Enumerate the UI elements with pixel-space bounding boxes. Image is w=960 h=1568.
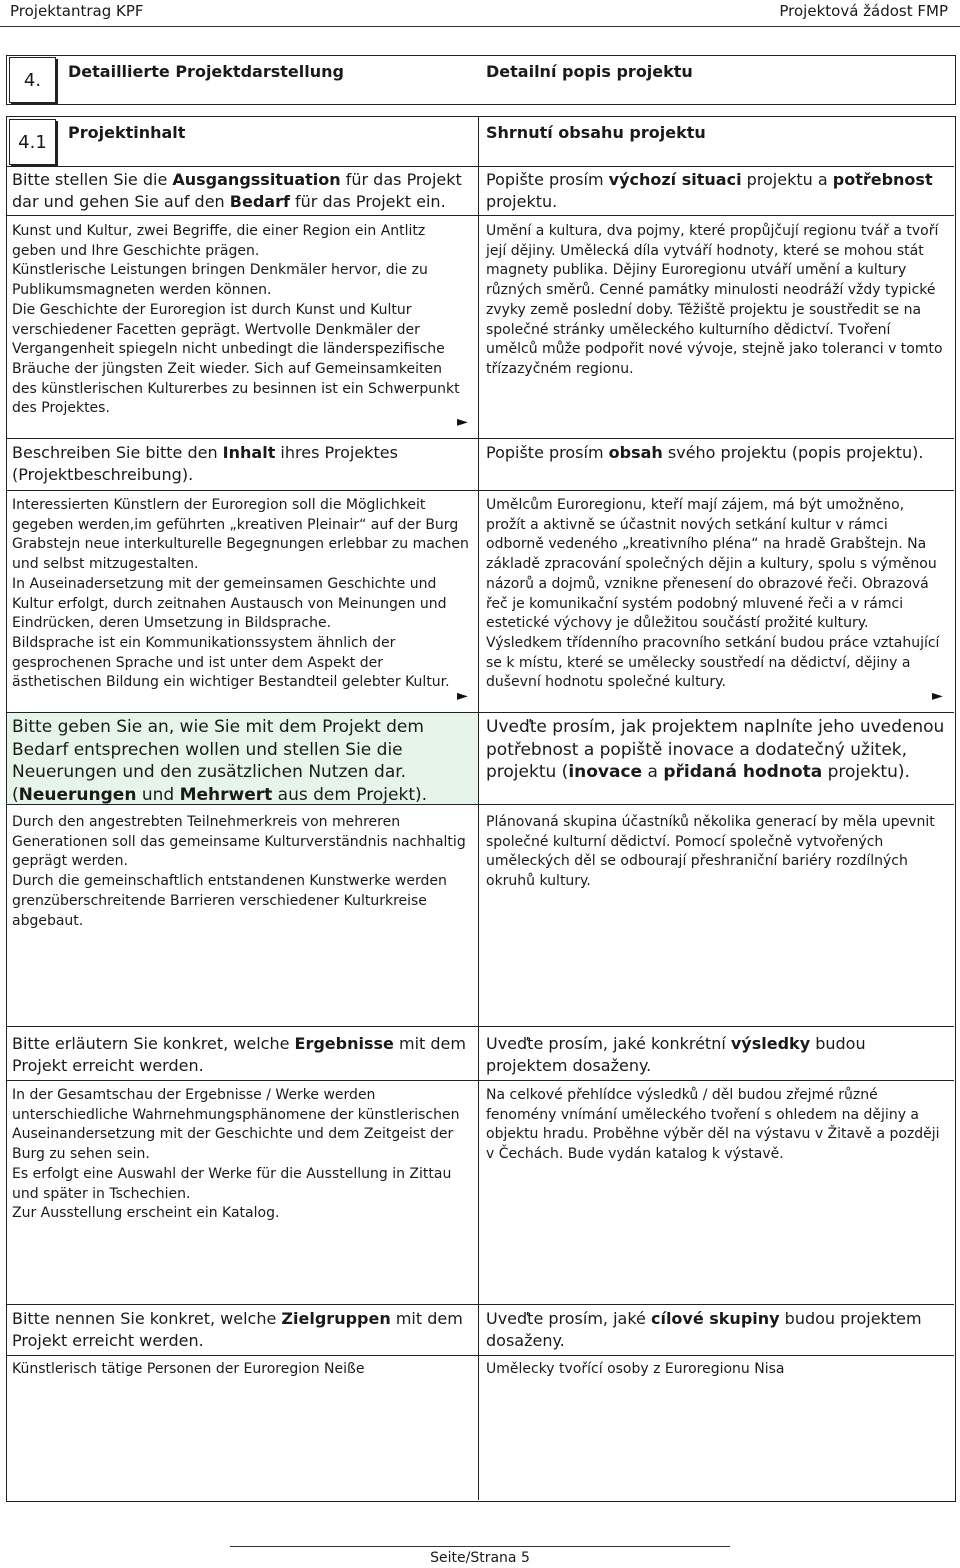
block5-question-cz: Uveďte prosím, jaké cílové skupiny budou projektem dosaženy. [486, 1309, 922, 1350]
block5-top-line [6, 1304, 954, 1305]
block1-answer-de[interactable]: Kunst und Kultur, zwei Begriffe, die einer Region ein Antlitz geben und Ihre Geschichte prägen. Künstlerische Leistungen bringen Denkmäler hervor, die zu Publikumsmagneten werden können. Die Geschichte der Euroregion ist durch Kunst und Kultur verschiedener Facetten geprägt. Wertvolle Denkmäler der Vergangenheit spiegeln nicht unbedingt die länderspezifische Bräuche der jüngsten Zeit wieder. Sich auf Gemeinsamkeiten des künstlerischen Kulturerbes zu besinnen ist ein Schwerpunkt des Projektes. [12, 223, 460, 417]
section-title-de: Detaillierte Projektdarstellung [68, 62, 344, 81]
block1-answer-cz[interactable]: Umění a kultura, dva pojmy, které propůjčují regionu tvář a tvoří její dějiny. Umělecká díla vytváří hodnoty, které se mohou stát magnety publika. Dějiny Euroregionu utváří umění a kultury různých směrů. Cenné památky minulosti neodráží vždy typické zvyky země poslední doby. Těžiště projektu je soustředit se na společné stránky uměleckého kulturního dědictví. Tvoření umělců může podpořit nové vývoje, stejně jako toleranci v tomto třízazyčném regionu. [486, 223, 943, 377]
block2-top-line [6, 438, 954, 439]
block4-answer-cz[interactable]: Na celkové přehlídce výsledků / děl budou zřejmé různé fenomény vnímání uměleckého tvoření s ohledem na dějiny a objektu hradu. Proběhne výběr děl na výstavu v Žitavě a později v Čechách. Bude vydán katalog k výstavě. [486, 1087, 940, 1163]
block3-question-de: Bitte geben Sie an, wie Sie mit dem Projekt dem Bedarf entsprechen wollen und stellen Sie die Neuerungen und den zusätzlichen Nutzen dar. (Neuerungen und Mehrwert aus dem Projekt). [12, 717, 428, 805]
subsection-number: 4.1 [9, 119, 56, 165]
block2-answer-line [6, 490, 954, 491]
footer-rule [230, 1546, 730, 1547]
block4-question-cz: Uveďte prosím, jaké konkrétní výsledky budou projektem dosaženy. [486, 1034, 866, 1075]
block5-question-de: Bitte nennen Sie konkret, welche Zielgruppen mit dem Projekt erreicht werden. [12, 1309, 463, 1350]
block1-arrow-icon[interactable]: ► [457, 414, 468, 430]
block2-answer-de[interactable]: Interessierten Künstlern der Euroregion soll die Möglichkeit gegeben werden,im geführten „kreativen Pleinair“ auf der Burg Grabstejn neue interkulturelle Begegnungen erlebbar zu machen und selbst mitzugestalten. In Auseinadersetzung mit der gemeinsamen Geschichte und Kultur erfolgt, durch zeitnahen Austausch von Meinungen und Eindrücken, deren Umsetzung in Bildsprache. Bildsprache ist ein Kommunikationssystem ähnlich der gesprochenen Sprache und ist unter dem Aspekt der ästhetischen Bildung ein wichtiger Bestandteil gelebter Kultur. [12, 497, 469, 691]
block1-question-de: Bitte stellen Sie die Ausgangssituation für das Projekt dar und gehen Sie auf den Bedarf für das Projekt ein. [12, 170, 462, 211]
block1-question-cz: Popište prosím výchozí situaci projektu a potřebnost projektu. [486, 170, 933, 211]
block2-answer-cz[interactable]: Umělcům Euroregionu, kteří mají zájem, má být umožněno, prožít a aktivně se účastnit nových setkání kultur v rámci odborně vedeného „kreativního pléna“ na hradě Grabštejn. Na základě zpracování společných dějin a kultury, spolu s výměnou názorů a dojmů, vznikne přenesení do obrazové řeči. Obrazová řeč je komunikační systém podobný mluvené řeči a v rámci estetické výchovy je důležitou součástí prožité kultury. Výsledkem třídenního pracovního setkání budou práce vztahující se k místu, které se umělecky soustředí na dědictví, dějiny a duševní hodnotu společné kultury. [486, 497, 940, 691]
block5-answer-de[interactable]: Künstlerisch tätige Personen der Euroregion Neiße [12, 1361, 365, 1377]
subsection-title-cz: Shrnutí obsahu projektu [486, 123, 706, 142]
section-number: 4. [9, 57, 56, 103]
block4-question-de: Bitte erläutern Sie konkret, welche Ergebnisse mit dem Projekt erreicht werden. [12, 1034, 466, 1075]
page-number: Seite/Strana 5 [430, 1550, 530, 1566]
block3-answer-line [6, 804, 954, 805]
block4-top-line [6, 1026, 954, 1027]
block4-answer-line [6, 1080, 954, 1081]
block2-arrow-icon-cz[interactable]: ► [932, 688, 943, 704]
header-left: Projektantrag KPF [10, 2, 144, 20]
section-title-cz: Detailní popis projektu [486, 62, 693, 81]
block5-answer-cz[interactable]: Umělecky tvořící osoby z Euroregionu Nisa [486, 1361, 785, 1377]
column-divider [478, 116, 479, 1500]
block1-answer-line [6, 215, 954, 216]
block2-question-cz: Popište prosím obsah svého projektu (popis projektu). [486, 443, 924, 462]
block3-answer-cz[interactable]: Plánovaná skupina účastníků několika generací by měla upevnit společné kulturní dědictví. Pomocí společně vytvořených uměleckých děl se odbourají přeshraniční bariéry rozdílných okruhů kultury. [486, 814, 935, 890]
block1-top-line [6, 166, 954, 167]
block2-question-de: Beschreiben Sie bitte den Inhalt ihres Projektes (Projektbeschreibung). [12, 443, 398, 484]
header-right: Projektová žádost FMP [779, 2, 948, 20]
block5-answer-line [6, 1355, 954, 1356]
block3-question-cz: Uveďte prosím, jak projektem naplníte jeho uvedenou potřebnost a popiště inovace a dodatečný užitek, projektu (inovace a přidaná hodnota projektu). [486, 717, 945, 782]
block2-arrow-icon[interactable]: ► [457, 688, 468, 704]
subsection-title-de: Projektinhalt [68, 123, 186, 142]
block3-answer-de[interactable]: Durch den angestrebten Teilnehmerkreis von mehreren Generationen soll das gemeinsame Kulturverständnis nachhaltig geprägt werden. Durch die gemeinschaftlich entstandenen Kunstwerke werden grenzüberschreitende Barrieren verschiedener Kulturkreise abgebaut. [12, 814, 466, 929]
header-divider [0, 26, 960, 27]
block4-answer-de[interactable]: In der Gesamtschau der Ergebnisse / Werke werden unterschiedliche Wahrnehmungsphänomene der künstlerischen Auseinandersetzung mit der Geschichte und dem Zeitgeist der Burg zu sehen sein. Es erfolgt eine Auswahl der Werke für die Ausstellung in Zittau und später in Tschechien. Zur Ausstellung erscheint ein Katalog. [12, 1087, 460, 1222]
